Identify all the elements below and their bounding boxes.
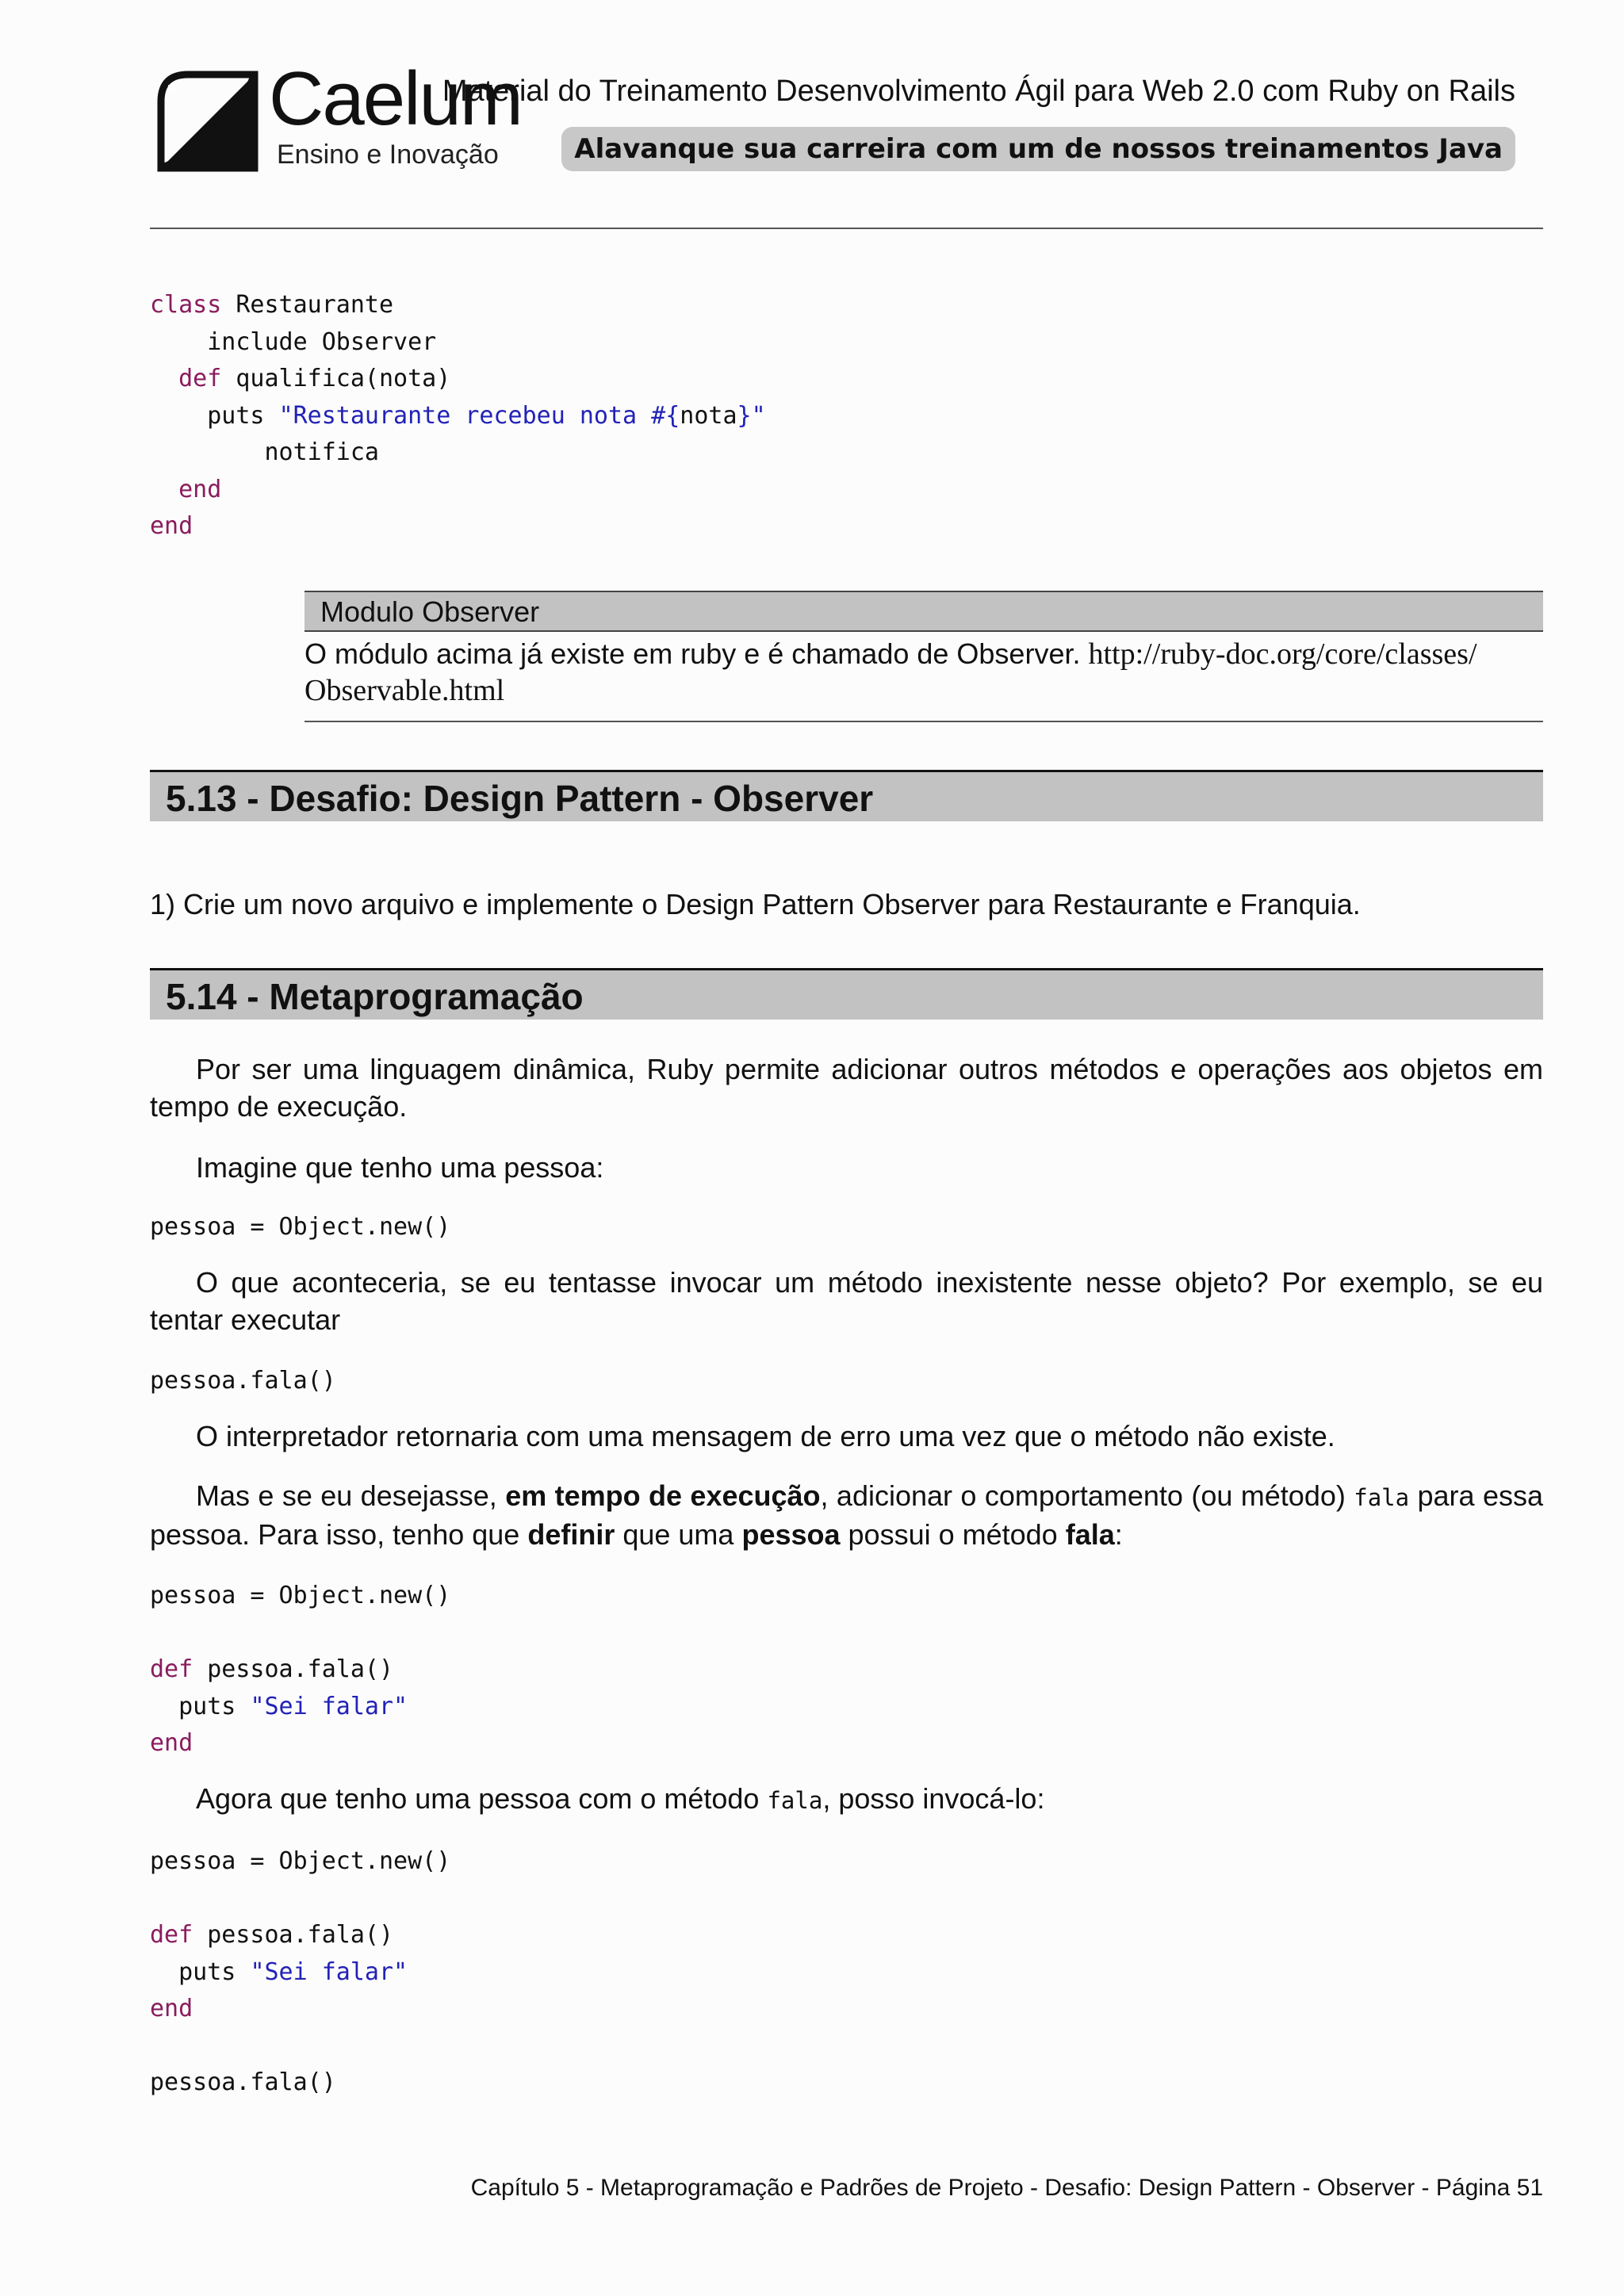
logo-name: Caelum: [269, 56, 522, 141]
code-keyword: end: [150, 1729, 193, 1757]
inline-code: fala: [767, 1787, 823, 1814]
text: , adicionar o comportamento (ou método): [820, 1479, 1354, 1512]
code-text: notifica: [150, 438, 379, 466]
code-text: pessoa.fala(): [150, 2068, 336, 2096]
note-header: [304, 591, 1543, 632]
svg-text:*: *: [167, 80, 178, 104]
code-text: puts: [150, 401, 279, 430]
code-text: [150, 365, 178, 392]
code-keyword: class: [150, 291, 222, 319]
paragraph: Imagine que tenho uma pessoa:: [196, 1151, 604, 1184]
code-keyword: def: [150, 1655, 193, 1683]
code-text: include Observer: [150, 327, 437, 356]
code-line: pessoa.fala(): [150, 1367, 336, 1395]
note-text: O módulo acima já existe em ruby e é chamado de Observer.: [304, 637, 1081, 670]
code-text: Restaurante: [221, 291, 394, 319]
header-banner: Alavanque sua carreira com um de nossos treinamentos Java: [561, 127, 1515, 171]
header-title: Material do Treinamento Desenvolvimento Ágil para Web 2.0 com Ruby on Rails: [442, 75, 1515, 108]
paragraph: Por ser uma linguagem dinâmica, Ruby permite adicionar outros métodos e operações aos objetos em tempo de execução.: [150, 1053, 1543, 1123]
code-keyword: end: [150, 1995, 193, 2022]
text: Agora que tenho uma pessoa com o método: [196, 1782, 768, 1815]
note-body: [304, 636, 1543, 709]
code-string: "Restaurante recebeu nota #{: [278, 401, 680, 430]
code-text: qualifica(nota): [221, 365, 451, 392]
code-string: }": [737, 401, 766, 430]
section-heading-5-14: [150, 968, 1543, 1020]
code-keyword: def: [150, 1921, 193, 1949]
exercise-item: 1) Crie um novo arquivo e implemente o Design Pattern Observer para Restaurante e Franquia.: [150, 888, 1361, 920]
header-divider: [150, 228, 1543, 229]
text: para essa pessoa. Para isso, tenho que: [150, 1479, 1543, 1551]
bold-text: fala: [1065, 1517, 1115, 1551]
document-page: [150, 0, 1543, 2296]
code-block-pessoa-def: [150, 1578, 450, 1762]
note-title: Modulo Observer: [320, 595, 540, 628]
code-string: "Sei falar": [250, 1957, 408, 1986]
caelum-logo-icon: [156, 70, 259, 173]
paragraph: [150, 1781, 1543, 1820]
text: :: [1114, 1517, 1123, 1551]
bold-text: em tempo de execução: [505, 1479, 821, 1512]
code-text: nota: [680, 401, 737, 430]
paragraph: O interpretador retornaria com uma mensagem de erro uma vez que o método não existe.: [196, 1420, 1335, 1452]
note-url-1[interactable]: http://ruby-doc.org/core/classes/: [1088, 637, 1477, 671]
bold-text: definir: [527, 1517, 615, 1551]
note-divider: [304, 721, 1543, 722]
code-string: "Sei falar": [250, 1692, 408, 1720]
code-keyword: end: [150, 512, 193, 540]
code-text: [150, 476, 178, 503]
logo-subtitle: Ensino e Inovação: [277, 140, 499, 170]
note-url-2[interactable]: Observable.html: [304, 674, 505, 707]
text: possui o método: [840, 1517, 1066, 1551]
code-block-restaurante: [150, 287, 766, 545]
code-text: puts: [150, 1957, 251, 1986]
code-text: puts: [150, 1692, 251, 1720]
page-footer: Capítulo 5 - Metaprogramação e Padrões de Projeto - Desafio: Design Pattern - Observer - Página 51: [470, 2175, 1543, 2201]
code-text: pessoa.fala(): [193, 1655, 394, 1683]
code-text: pessoa = Object.new(): [150, 1847, 451, 1875]
bold-text: pessoa: [741, 1517, 841, 1551]
code-keyword: end: [178, 475, 222, 503]
text: que uma: [615, 1517, 742, 1551]
section-title: 5.13 - Desafio: Design Pattern - Observer: [166, 778, 874, 819]
code-block-pessoa-call: [150, 1843, 450, 2102]
text: , posso invocá-lo:: [822, 1782, 1045, 1815]
section-heading-5-13: [150, 770, 1543, 821]
paragraph: [150, 1478, 1543, 1553]
paragraph: O que aconteceria, se eu tentasse invocar um método inexistente nesse objeto? Por exemplo, se eu tentar executar: [150, 1266, 1543, 1336]
code-line: pessoa = Object.new(): [150, 1213, 451, 1241]
code-text: pessoa.fala(): [193, 1921, 394, 1949]
inline-code: fala: [1354, 1484, 1410, 1511]
code-keyword: def: [178, 365, 222, 392]
text: Mas e se eu desejasse,: [196, 1479, 506, 1512]
section-title: 5.14 - Metaprogramação: [166, 976, 584, 1017]
code-text: pessoa = Object.new(): [150, 1582, 451, 1609]
